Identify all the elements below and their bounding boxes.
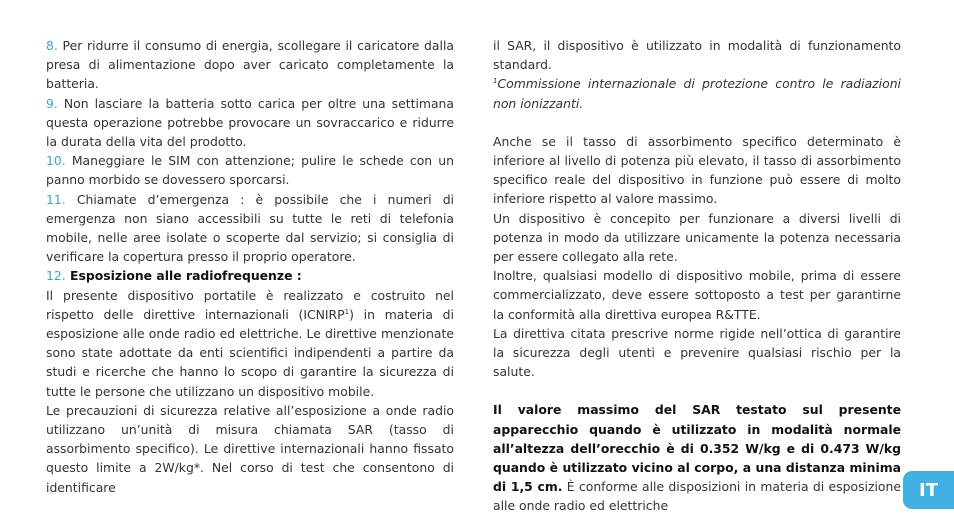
item-number: 9. xyxy=(46,95,58,111)
item-number: 10. xyxy=(46,153,66,169)
paragraph: Anche se il tasso di assorbimento specifico determinato è inferiore al livello di potenza più elevato, il tasso di assorbimento specifico reale del dispositivo in funzione può essere di molto inferiore rispetto al valore massimo. xyxy=(493,133,901,207)
language-tab: IT xyxy=(903,471,954,509)
sar-values: Il valore massimo del SAR testato sul presente apparecchio quando è utilizzato in modalità normale all’altezza dell’orecchio è di 0.352 W/kg e di 0.473 W/kg quando è utilizzato vicino al corpo, a una distanza minima di 1,5 cm. xyxy=(493,402,901,495)
item-8 xyxy=(46,36,454,94)
paragraph: La direttiva citata prescrive norme rigide nell’ottica di garantire la sicurezza degli utenti e prevenire qualsiasi rischio per la salute. xyxy=(493,325,901,380)
item-11 xyxy=(46,190,454,267)
spacer xyxy=(493,113,901,132)
paragraph xyxy=(46,286,454,401)
item-text: Maneggiare le SIM con attenzione; pulire le schede con un panno morbido se dovessero sporcarsi. xyxy=(46,153,454,188)
right-column xyxy=(493,36,901,516)
left-column xyxy=(46,36,454,497)
paragraph: Un dispositivo è concepito per funzionare a diversi livelli di potenza in modo da utilizzare unicamente la potenza necessaria per essere collegato alla rete. xyxy=(493,210,901,265)
paragraph: Le precauzioni di sicurezza relative all’esposizione a onde radio utilizzano un’unità di misura chiamata SAR (tasso di assorbimento specifico). Le direttive internazionali hanno fissato questo limite a 2W/kg*. Nel corso di test che consentono di identificare xyxy=(46,402,454,495)
item-text: Non lasciare la batteria sotto carica per oltre una settimana questa operazione potrebbe provocare un sovraccarico e ridurre la durata della vita del prodotto. xyxy=(46,95,454,150)
paragraph-text: È conforme alle disposizioni in materia di esposizione alle onde radio ed elettriche xyxy=(493,479,901,514)
item-number: 12. xyxy=(46,268,66,284)
item-10 xyxy=(46,151,454,189)
footnote-marker: 1 xyxy=(344,307,350,316)
paragraph: il SAR, il dispositivo è utilizzato in modalità di funzionamento standard. xyxy=(493,38,901,73)
sar-statement xyxy=(493,400,901,515)
footnote-marker: 1 xyxy=(493,77,498,86)
item-number: 8. xyxy=(46,38,58,53)
item-text: Per ridurre il consumo di energia, scollegare il caricatore dalla presa di alimentazione dopo aver caricato completamente la batteria. xyxy=(46,38,454,92)
spacer xyxy=(493,381,901,400)
item-9 xyxy=(46,94,454,152)
paragraph: Inoltre, qualsiasi modello di dispositivo mobile, prima di essere commercializzato, deve essere sottoposto a test per garantirne la conformità alla direttiva europea R&TTE. xyxy=(493,268,901,322)
item-text: Chiamate d’emergenza : è possibile che i numeri di emergenza non siano accessibili su tutte le reti di telefonia mobile, nelle aree isolate o scoperte dal servizio; si consiglia di verificare la copertura presso il proprio operatore. xyxy=(46,191,454,265)
section-heading: Esposizione alle radiofrequenze : xyxy=(65,268,302,284)
footnote-text: Commissione internazionale di protezione contro le radiazioni non ionizzanti. xyxy=(493,76,901,111)
paragraph-text: ) in materia di esposizione alle onde radio ed elettriche. Le direttive menzionate sono state adottate da enti scientifici indipendenti a partire da studi e ricerche che hanno lo scopo di garantire la sicurezza di tutte le persone che utilizzano un dispositivo mobile. xyxy=(46,306,454,399)
footnote xyxy=(493,74,901,112)
paragraph-text: Il presente dispositivo portatile è realizzato e costruito nel rispetto delle direttive internazionali (ICNIRP xyxy=(46,287,454,322)
item-number: 11. xyxy=(46,191,66,207)
item-12 xyxy=(46,266,454,285)
